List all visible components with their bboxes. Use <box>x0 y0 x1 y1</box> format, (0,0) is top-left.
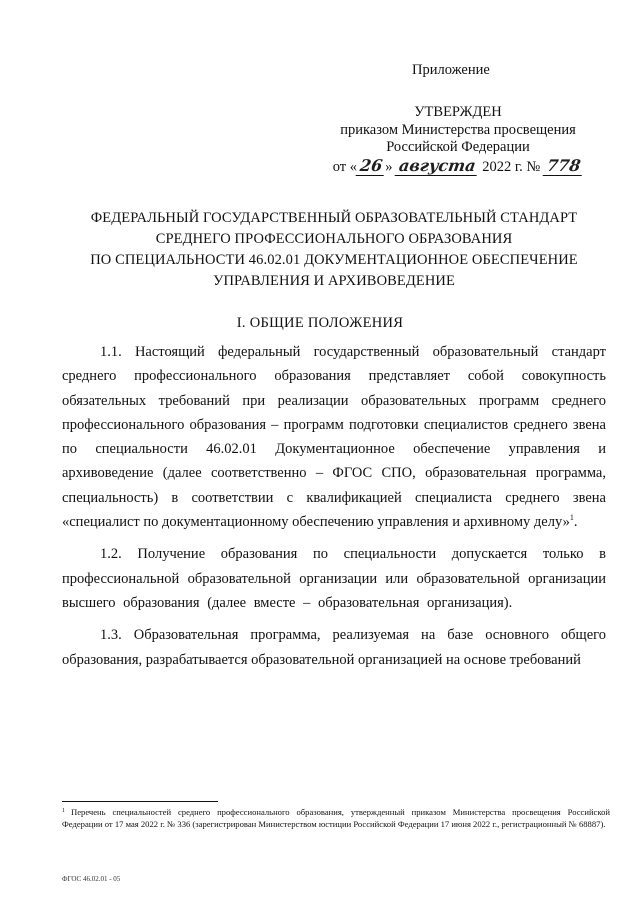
section-heading: I. ОБЩИЕ ПОЛОЖЕНИЯ <box>236 315 404 331</box>
approval-date-line <box>330 157 586 177</box>
date-year: 2022 г. № <box>482 158 541 175</box>
title-line-4: УПРАВЛЕНИЯ И АРХИВОВЕДЕНИЕ <box>213 273 455 289</box>
page-footer-code: ФГОС 46.02.01 - 05 <box>62 875 121 883</box>
appendix-label: Приложение <box>412 62 490 78</box>
handwritten-day: 26 <box>356 157 387 176</box>
approval-block <box>330 104 586 176</box>
title-line-3: ПО СПЕЦИАЛЬНОСТИ 46.02.01 ДОКУМЕНТАЦИОННОЕ ОБЕСПЕЧЕНИЕ <box>90 252 578 268</box>
footnote-text: Перечень специальностей среднего профессионального образования, утвержденный приказом Министерства просвещения Российской Федерации от 17 мая 2022 г. № 336 (зарегистрирован Министерством юстиции Российской Федерации 17 июня 2022 г., регистрационный № 68887). <box>62 807 610 829</box>
footnote-reference: 1 <box>569 513 574 523</box>
paragraph-1-3: 1.3. Образовательная программа, реализуемая на базе основного общего образования, разрабатывается образовательной организацией на основе требований <box>62 627 606 668</box>
approved-title: УТВЕРЖДЕН <box>414 104 502 120</box>
document-title <box>60 208 608 292</box>
footnote <box>62 806 610 830</box>
paragraph-1-2: 1.2. Получение образования по специальности допускается только в профессиональной образовательной организации или образовательной организации высшего образования (далее вместе – образовательная организация). <box>62 546 606 611</box>
body-text <box>62 340 606 680</box>
footnote-divider <box>62 801 218 802</box>
paragraph-1-1-text: 1.1. Настоящий федеральный государственный образовательный стандарт среднего профессионального образования представляет собой совокупность обязательных требований при реализации образовательных программ среднего профессионального образования – программ подготовки специалистов среднего звена по специальности 46.02.01 Документационное обеспечение управления и архивоведение (далее соответственно – ФГОС СПО, образовательная программа, специальность) в соответствии с квалификацией специалиста среднего звена «специалист по документационному обеспечению управления и архивному делу» <box>62 344 606 531</box>
date-prefix: от « <box>332 158 357 175</box>
footnote-mark: 1 <box>62 808 65 814</box>
paragraph-1-1-end: . <box>573 514 578 531</box>
handwritten-order-number: 778 <box>543 157 585 176</box>
title-line-1: ФЕДЕРАЛЬНЫЙ ГОСУДАРСТВЕННЫЙ ОБРАЗОВАТЕЛЬНЫЙ СТАНДАРТ <box>90 210 578 226</box>
approved-line-1: приказом Министерства просвещения <box>340 121 576 138</box>
title-line-2: СРЕДНЕГО ПРОФЕССИОНАЛЬНОГО ОБРАЗОВАНИЯ <box>155 231 513 247</box>
handwritten-month: августа <box>395 157 480 176</box>
paragraph-1-1 <box>62 340 606 534</box>
date-mid: » <box>385 158 393 175</box>
approved-line-2: Российской Федерации <box>386 139 530 155</box>
